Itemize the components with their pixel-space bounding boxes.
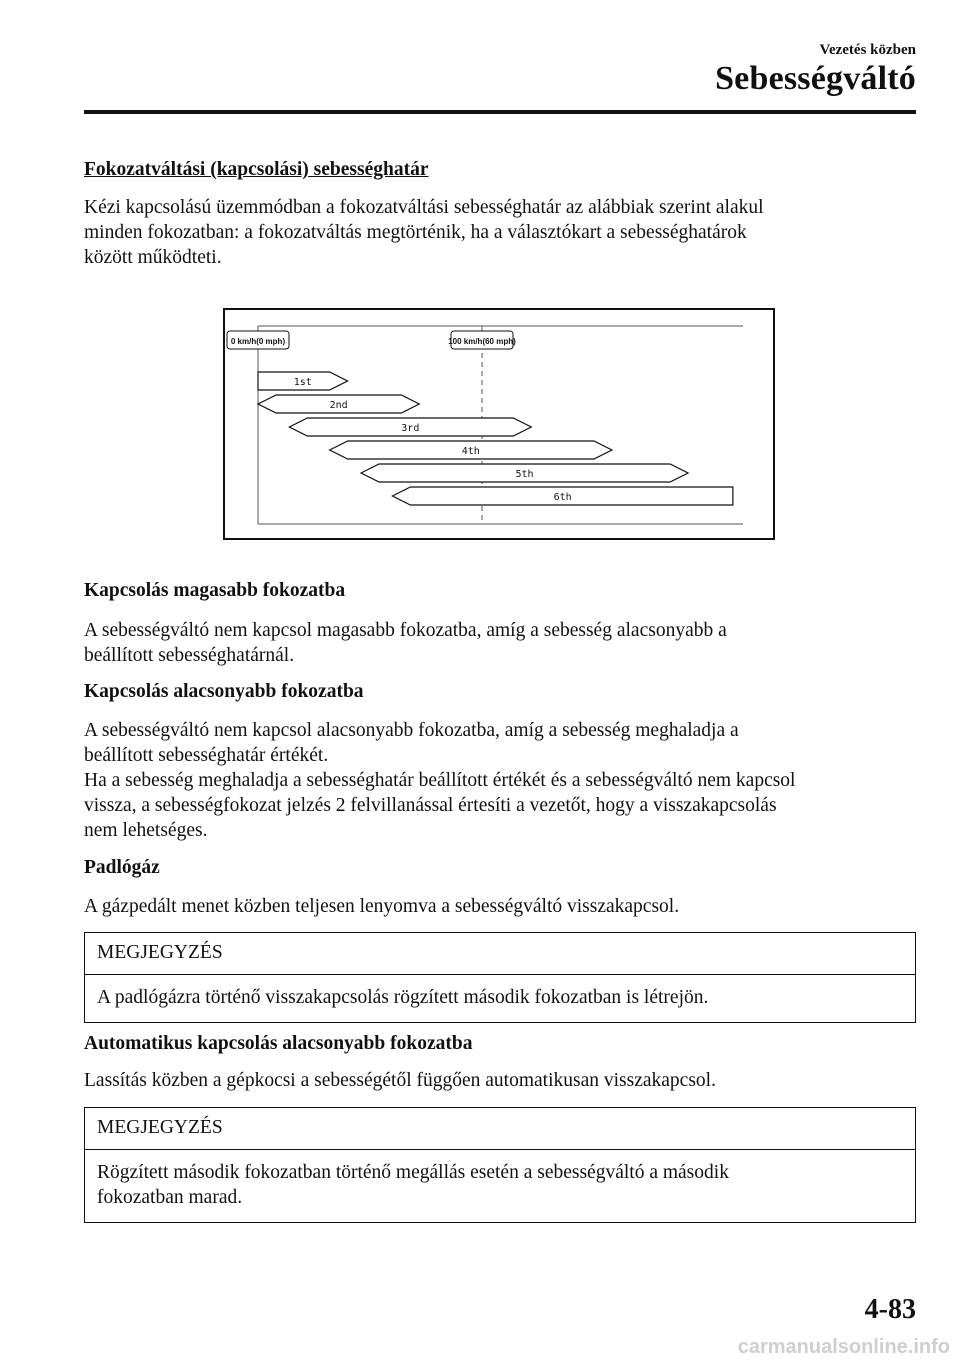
gear-label: 2nd (329, 400, 348, 411)
downshift-line: nem lehetséges. (84, 820, 208, 841)
downshift-line: vissza, a sebességfokozat jelzés 2 felvillanással értesíti a vezetőt, hogy a visszakapcsolás (84, 795, 777, 816)
upshift-line: beállított sebességhatárnál. (84, 645, 295, 666)
footer-watermark: carmanualsonline.info (737, 1336, 950, 1358)
note-box (84, 1107, 916, 1223)
speed-label: 0 km/h(0 mph) (230, 337, 286, 346)
downshift-line: beállított sebességhatár értékét. (84, 745, 329, 766)
intro-paragraph (84, 195, 916, 270)
gear-label: 3rd (401, 423, 420, 434)
upshift-heading: Kapcsolás magasabb fokozatba (84, 580, 346, 601)
upshift-paragraph (84, 618, 916, 668)
speed-label: 100 km/h(60 mph) (448, 337, 516, 346)
header-rule (84, 110, 916, 114)
page-number: 4-83 (864, 1294, 916, 1325)
note-text: A padlógázra történő visszakapcsolás rögzített második fokozatban is létrejön. (97, 987, 709, 1008)
kickdown-text: A gázpedált menet közben teljesen lenyomva a sebességváltó visszakapcsol. (84, 896, 680, 917)
note-line: fokozatban marad. (97, 1187, 243, 1208)
section-title: Fokozatváltási (kapcsolási) sebességhatár (84, 159, 429, 180)
gear-label: 6th (553, 492, 572, 503)
gear-shift-speed-diagram (223, 308, 775, 540)
note-heading: MEGJEGYZÉS (85, 933, 915, 975)
gear-label: 1st (293, 377, 312, 388)
intro-line: minden fokozatban: a fokozatváltás megtörténik, ha a választókart a sebességhatárok (84, 222, 747, 243)
kickdown-heading: Padlógáz (84, 857, 160, 878)
note-box (84, 932, 916, 1023)
gear-label: 5th (515, 469, 534, 480)
header-section-name: Vezetés közben (819, 42, 916, 58)
upshift-line: A sebességváltó nem kapcsol magasabb fokozatba, amíg a sebesség alacsonyabb a (84, 620, 727, 641)
auto-downshift-heading: Automatikus kapcsolás alacsonyabb fokozatba (84, 1033, 473, 1054)
header-title: Sebességváltó (715, 60, 916, 97)
intro-line: között működteti. (84, 247, 222, 268)
note-text (85, 1150, 915, 1222)
downshift-line: Ha a sebesség meghaladja a sebességhatár beállított értékét és a sebességváltó nem kapcsol (84, 770, 796, 791)
note-line: Rögzített második fokozatban történő megállás esetén a sebességváltó a második (97, 1162, 729, 1183)
downshift-paragraph (84, 718, 916, 843)
intro-line: Kézi kapcsolású üzemmódban a fokozatváltási sebességhatár az alábbiak szerint alakul (84, 197, 764, 218)
downshift-line: A sebességváltó nem kapcsol alacsonyabb fokozatba, amíg a sebesség meghaladja a (84, 720, 739, 741)
gear-diagram-canvas (225, 310, 773, 538)
auto-downshift-text: Lassítás közben a gépkocsi a sebességétől függően automatikusan visszakapcsol. (84, 1070, 716, 1091)
gear-label: 4th (461, 446, 480, 457)
note-heading: MEGJEGYZÉS (85, 1108, 915, 1150)
downshift-heading: Kapcsolás alacsonyabb fokozatba (84, 681, 364, 702)
